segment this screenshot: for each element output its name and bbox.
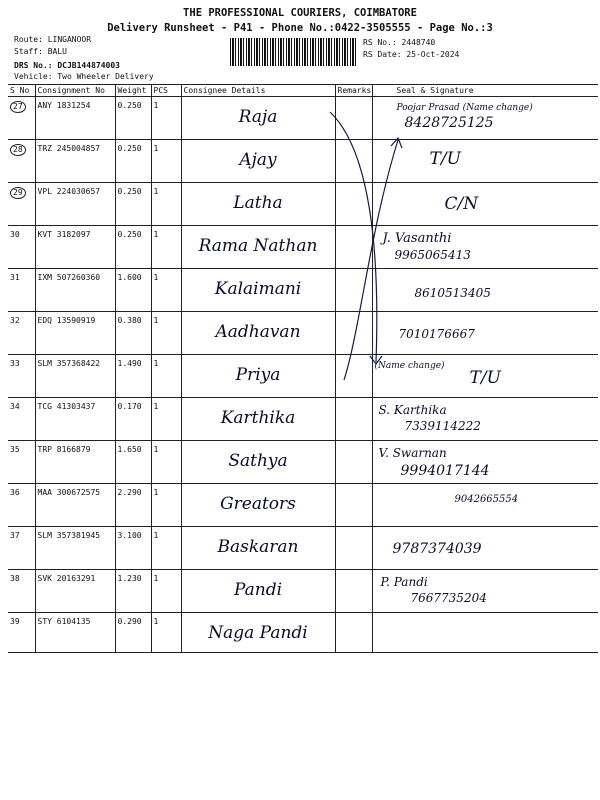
document-title: THE PROFESSIONAL COURIERS, COIMBATORE: [183, 7, 417, 19]
table-row: [8, 355, 598, 398]
col-consignment: Consignment No: [35, 85, 115, 97]
sno-cell: 39: [8, 613, 35, 653]
signature-cell: S. Karthika 7339114222: [372, 398, 598, 441]
signature-cell: (Name change) T/U: [372, 355, 598, 398]
pcs-cell: 1: [151, 398, 181, 441]
pcs-cell: 1: [151, 527, 181, 570]
signature-cell: C/N: [372, 183, 598, 226]
weight-cell: 0.170: [115, 398, 151, 441]
table-row: [8, 570, 598, 613]
table-row: [8, 613, 598, 653]
sno-cell: 29: [8, 183, 35, 226]
consignment-cell: IXM 507260360: [35, 269, 115, 312]
consignee-cell: Karthika: [181, 398, 335, 441]
pcs-cell: 1: [151, 441, 181, 484]
table-header-row: [8, 85, 598, 97]
table-row: [8, 484, 598, 527]
sno-cell: 32: [8, 312, 35, 355]
col-signature: Seal & Signature: [372, 85, 598, 97]
consignee-cell: Ajay: [181, 140, 335, 183]
remarks-cell: [335, 140, 372, 183]
consignment-cell: VPL 224030657: [35, 183, 115, 226]
runsheet-table: [8, 84, 598, 653]
pcs-cell: 1: [151, 570, 181, 613]
signature-cell: 9042665554: [372, 484, 598, 527]
weight-cell: 0.250: [115, 97, 151, 140]
remarks-cell: [335, 484, 372, 527]
table-row: [8, 183, 598, 226]
pcs-cell: 1: [151, 269, 181, 312]
pcs-cell: 1: [151, 140, 181, 183]
weight-cell: 0.290: [115, 613, 151, 653]
signature-cell: 7010176667: [372, 312, 598, 355]
consignee-cell: Latha: [181, 183, 335, 226]
col-sno: S No: [8, 85, 35, 97]
remarks-cell: [335, 570, 372, 613]
weight-cell: 1.650: [115, 441, 151, 484]
rs-number: RS No.: 2448740: [363, 38, 436, 47]
consignee-cell: Kalaimani: [181, 269, 335, 312]
table-row: [8, 312, 598, 355]
rs-date: RS Date: 25-Oct-2024: [363, 50, 460, 59]
signature-cell: 9787374039: [372, 527, 598, 570]
consignment-cell: KVT 3182097: [35, 226, 115, 269]
remarks-cell: [335, 527, 372, 570]
remarks-cell: [335, 226, 372, 269]
consignment-cell: MAA 300672575: [35, 484, 115, 527]
route-label: Route: LINGANOOR: [14, 35, 92, 44]
weight-cell: 3.100: [115, 527, 151, 570]
weight-cell: 0.250: [115, 183, 151, 226]
consignee-cell: Naga Pandi: [181, 613, 335, 653]
remarks-cell: [335, 269, 372, 312]
table-row: [8, 140, 598, 183]
sno-cell: 36: [8, 484, 35, 527]
drs-number: DRS No.: DCJB144874003: [14, 61, 120, 70]
col-weight: Weight: [115, 85, 151, 97]
weight-cell: 0.250: [115, 140, 151, 183]
remarks-cell: [335, 441, 372, 484]
remarks-cell: [335, 355, 372, 398]
pcs-cell: 1: [151, 97, 181, 140]
consignee-cell: Priya: [181, 355, 335, 398]
remarks-cell: [335, 613, 372, 653]
staff-label: Staff: BALU: [14, 47, 67, 56]
barcode: [230, 38, 356, 66]
pcs-cell: 1: [151, 484, 181, 527]
signature-cell: Poojar Prasad (Name change) 8428725125: [372, 97, 598, 140]
consignment-cell: TRP 8166879: [35, 441, 115, 484]
consignee-cell: Aadhavan: [181, 312, 335, 355]
consignment-cell: TRZ 245004857: [35, 140, 115, 183]
signature-cell: T/U: [372, 140, 598, 183]
consignment-cell: SLM 357381945: [35, 527, 115, 570]
col-pcs: PCS: [151, 85, 181, 97]
remarks-cell: [335, 398, 372, 441]
sno-cell: 34: [8, 398, 35, 441]
signature-cell: [372, 613, 598, 653]
table-row: [8, 398, 598, 441]
consignment-cell: SLM 357368422: [35, 355, 115, 398]
weight-cell: 1.230: [115, 570, 151, 613]
table-row: [8, 269, 598, 312]
consignment-cell: SVK 20163291: [35, 570, 115, 613]
pcs-cell: 1: [151, 312, 181, 355]
sno-cell: 31: [8, 269, 35, 312]
weight-cell: 0.380: [115, 312, 151, 355]
consignee-cell: Pandi: [181, 570, 335, 613]
pcs-cell: 1: [151, 183, 181, 226]
weight-cell: 0.250: [115, 226, 151, 269]
table-row: [8, 97, 598, 140]
consignment-cell: EDQ 13590919: [35, 312, 115, 355]
remarks-cell: [335, 312, 372, 355]
weight-cell: 1.490: [115, 355, 151, 398]
col-remarks: Remarks: [335, 85, 372, 97]
weight-cell: 1.600: [115, 269, 151, 312]
signature-cell: 8610513405: [372, 269, 598, 312]
consignee-cell: Greators: [181, 484, 335, 527]
signature-cell: V. Swarnan 9994017144: [372, 441, 598, 484]
signature-cell: J. Vasanthi 9965065413: [372, 226, 598, 269]
consignment-cell: STY 6104135: [35, 613, 115, 653]
sno-cell: 30: [8, 226, 35, 269]
table-row: [8, 226, 598, 269]
table-row: [8, 441, 598, 484]
col-consignee: Consignee Details: [181, 85, 335, 97]
pcs-cell: 1: [151, 613, 181, 653]
sno-cell: 28: [8, 140, 35, 183]
sno-cell: 38: [8, 570, 35, 613]
table-row: [8, 527, 598, 570]
remarks-cell: [335, 183, 372, 226]
sno-cell: 37: [8, 527, 35, 570]
consignee-cell: Raja: [181, 97, 335, 140]
consignee-cell: Rama Nathan: [181, 226, 335, 269]
sno-cell: 35: [8, 441, 35, 484]
consignment-cell: ANY 1831254: [35, 97, 115, 140]
sno-cell: 27: [8, 97, 35, 140]
pcs-cell: 1: [151, 226, 181, 269]
sno-cell: 33: [8, 355, 35, 398]
weight-cell: 2.290: [115, 484, 151, 527]
consignee-cell: Baskaran: [181, 527, 335, 570]
signature-cell: P. Pandi 7667735204: [372, 570, 598, 613]
pcs-cell: 1: [151, 355, 181, 398]
document-subtitle: Delivery Runsheet - P41 - Phone No.:0422-3505555 - Page No.:3: [107, 22, 493, 34]
consignee-cell: Sathya: [181, 441, 335, 484]
remarks-cell: [335, 97, 372, 140]
vehicle-label: Vehicle: Two Wheeler Delivery: [14, 72, 154, 81]
consignment-cell: TCG 41303437: [35, 398, 115, 441]
